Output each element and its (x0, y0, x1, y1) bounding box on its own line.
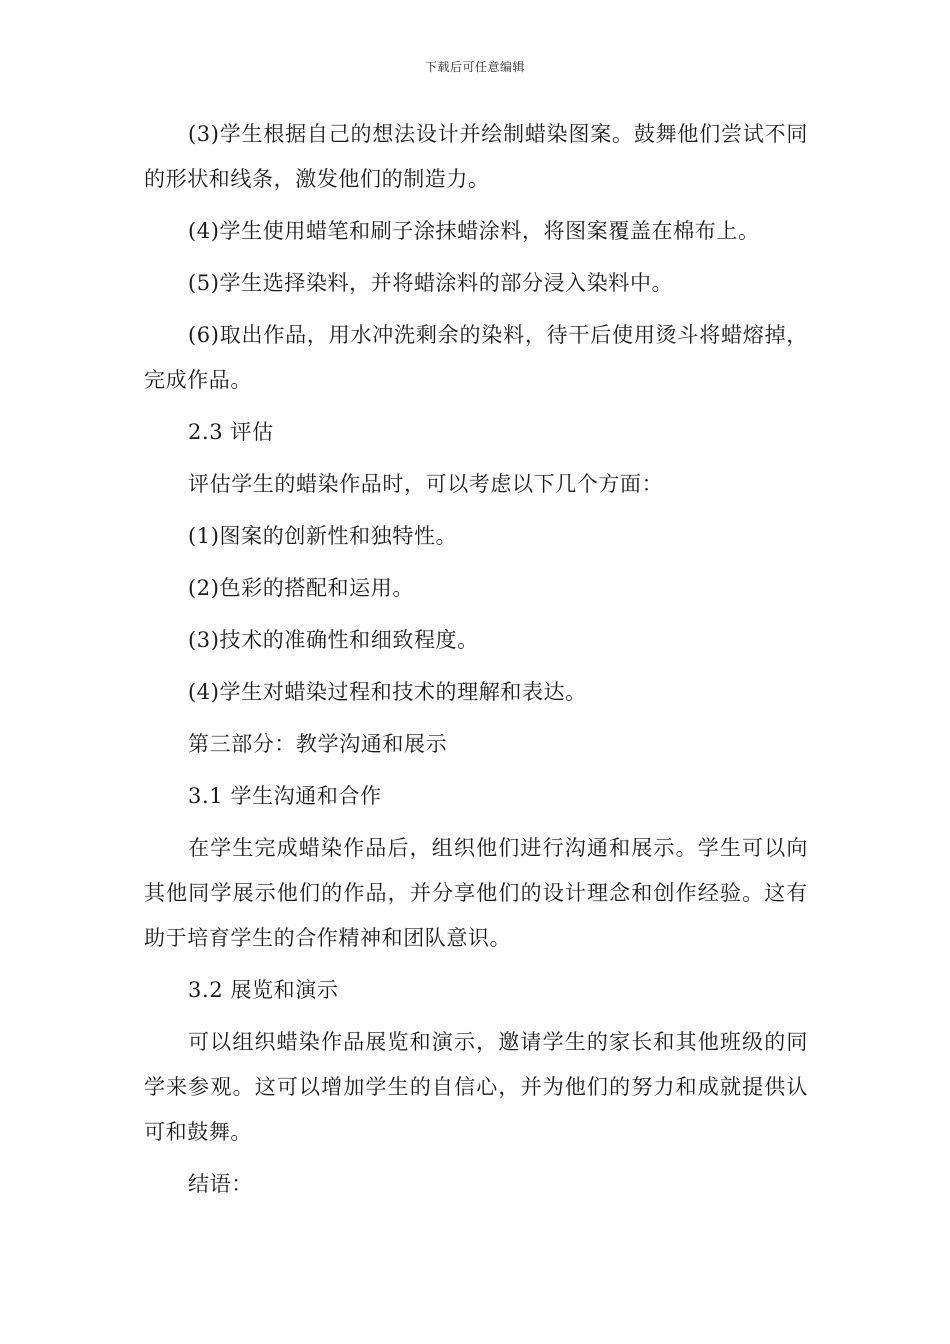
paragraph-criterion-2: (2)色彩的搭配和运用。 (188, 576, 414, 600)
paragraph-criterion-1: (1)图案的创新性和独特性。 (188, 524, 458, 548)
paragraph-step-3: (3)学生根据自己的想法设计并绘制蜡染图案。鼓舞他们尝试不同的形状和线条，激发他们的制造力。 (144, 122, 808, 191)
paragraph-criterion-4: (4)学生对蜡染过程和技术的理解和表达。 (188, 680, 587, 704)
part-heading-3: 第三部分：教学沟通和展示 (188, 732, 448, 756)
paragraph-criterion-3: (3)技术的准确性和细致程度。 (188, 628, 479, 652)
paragraph-exhibition: 可以组织蜡染作品展览和演示，邀请学生的家长和其他班级的同学来参观。这可以增加学生的自信心，并为他们的努力和成就提供认可和鼓舞。 (144, 1030, 808, 1144)
section-heading-3-1: 3.1 学生沟通和合作 (188, 784, 382, 808)
page-header: 下载后可任意编辑 (424, 60, 525, 74)
paragraph-evaluation-intro: 评估学生的蜡染作品时，可以考虑以下几个方面： (188, 472, 664, 496)
section-heading-3-2: 3.2 展览和演示 (188, 978, 339, 1002)
document-body (144, 112, 808, 1214)
paragraph-step-5: (5)学生选择染料，并将蜡涂料的部分浸入染料中。 (188, 271, 674, 295)
paragraph-step-6: (6)取出作品，用水冲洗剩余的染料，待干后使用烫斗将蜡熔掉，完成作品。 (144, 323, 808, 392)
section-heading-2-3: 2.3 评估 (188, 420, 274, 444)
paragraph-communication: 在学生完成蜡染作品后，组织他们进行沟通和展示。学生可以向其他同学展示他们的作品，并分享他们的设计理念和创作经验。这有助于培育学生的合作精神和团队意识。 (144, 836, 808, 950)
paragraph-step-4: (4)学生使用蜡笔和刷子涂抹蜡涂料，将图案覆盖在棉布上。 (188, 219, 760, 243)
paragraph-conclusion-heading: 结语： (188, 1172, 253, 1196)
